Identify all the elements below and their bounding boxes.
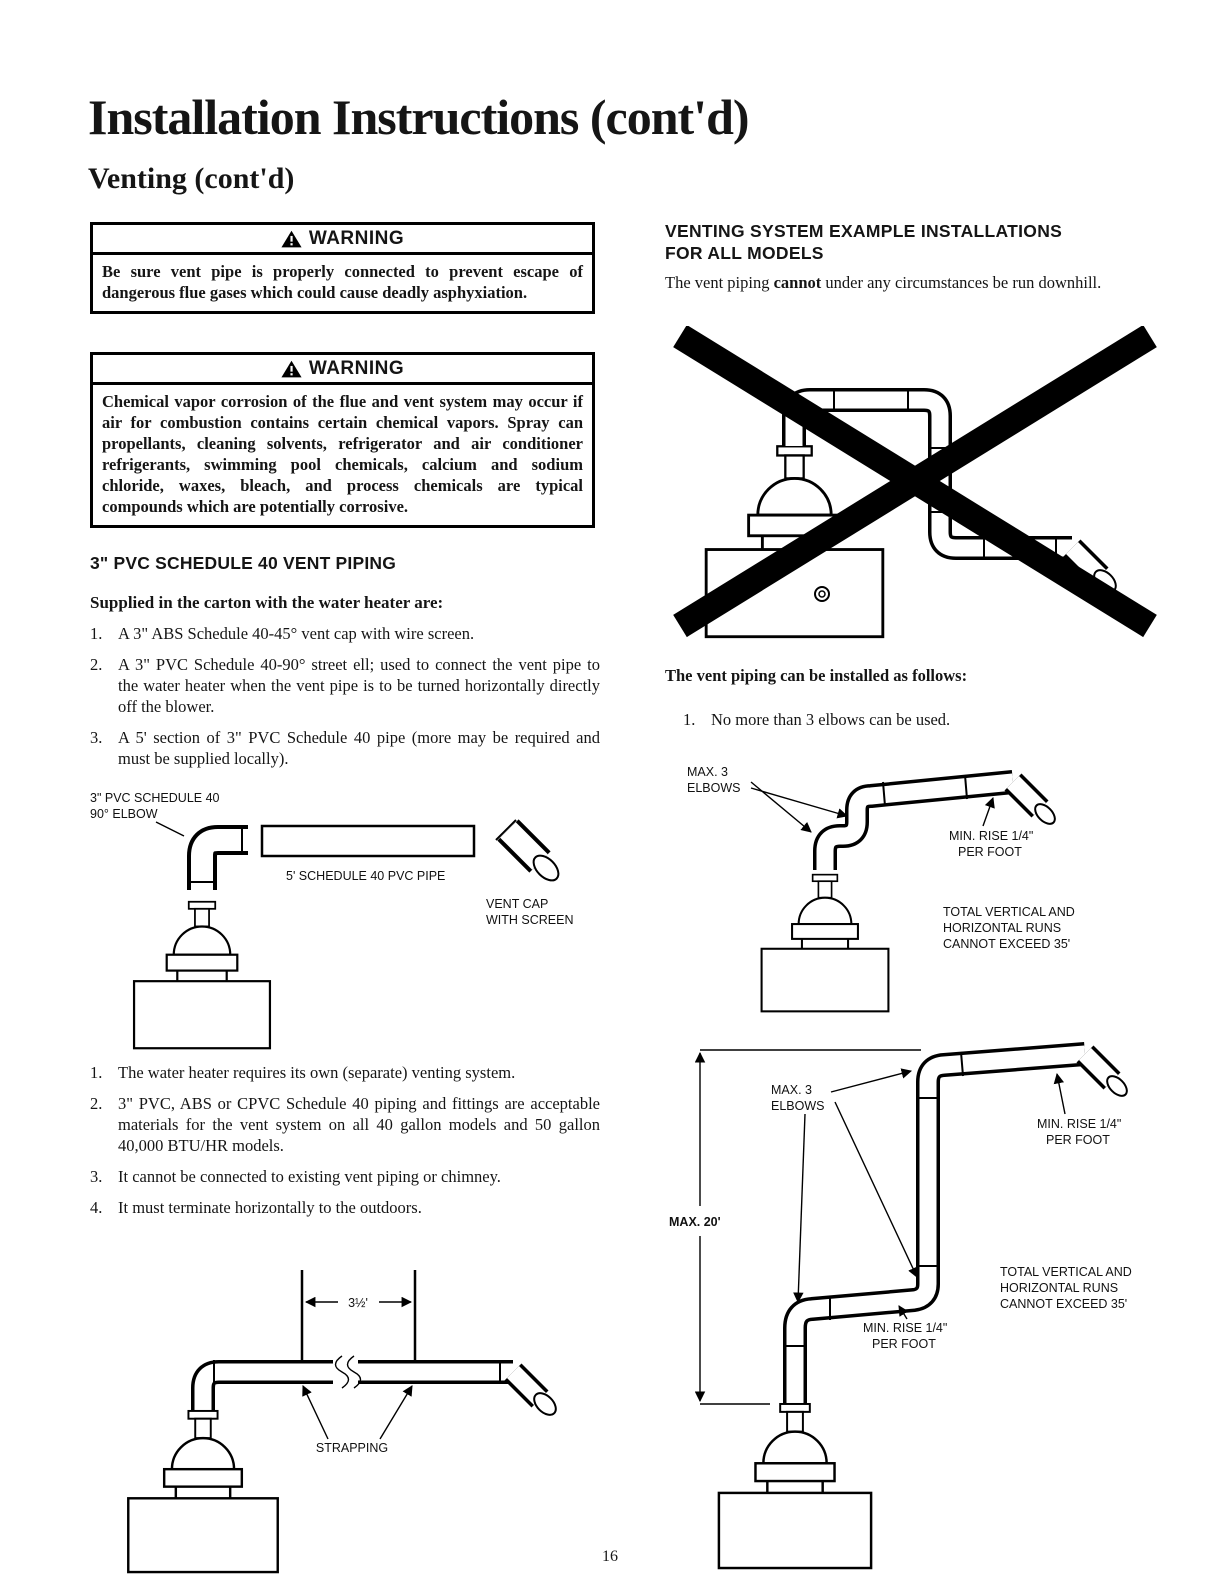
list-item	[90, 654, 600, 717]
total-runs-label: TOTAL VERTICAL AND	[1000, 1265, 1132, 1279]
leader-line	[156, 822, 184, 836]
elbow-label: 90° ELBOW	[90, 807, 158, 821]
max-elbows-label: MAX. 3	[771, 1083, 812, 1097]
leader-arrow	[751, 782, 811, 832]
leader-arrow	[835, 1102, 917, 1277]
pvc-section-heading: 3" PVC SCHEDULE 40 VENT PIPING	[90, 553, 397, 573]
leader-arrow	[983, 798, 993, 826]
warning-header	[93, 225, 592, 255]
cap-label: VENT CAP	[486, 897, 549, 911]
total-runs-label: HORIZONTAL RUNS	[1000, 1281, 1119, 1295]
water-heater-illustration	[762, 875, 889, 1012]
warning-icon	[281, 360, 302, 378]
max-elbows-label: MAX. 3	[687, 765, 728, 779]
list-number: 1.	[90, 624, 103, 643]
warning-box	[90, 222, 595, 314]
min-rise-label: PER FOOT	[958, 845, 1022, 859]
list-number: 2.	[90, 1094, 103, 1113]
water-heater-illustration	[134, 902, 270, 1048]
min-rise-bottom-label: MIN. RISE 1/4"	[863, 1321, 948, 1335]
intro-bold: cannot	[773, 273, 822, 292]
list-number: 1.	[683, 710, 696, 729]
list-item	[683, 710, 1163, 730]
list-number: 2.	[90, 655, 103, 674]
warning-icon	[281, 230, 302, 248]
list-item	[90, 1093, 600, 1156]
list-text: 3" PVC, ABS or CPVC Schedule 40 piping and fittings are acceptable materials for the vent system on all 40 gallon models and 50 gallon 40,000 BTU/HR models.	[118, 1094, 600, 1155]
list-text: A 5' section of 3" PVC Schedule 40 pipe (more may be required and must be supplied locally).	[118, 728, 600, 768]
total-runs-label: TOTAL VERTICAL AND	[943, 905, 1075, 919]
leader-arrow	[303, 1386, 328, 1439]
list-number: 4.	[90, 1198, 103, 1217]
allowed-installation-diagram-2	[665, 1036, 1165, 1573]
supplied-parts-diagram	[90, 788, 600, 1050]
page-number: 16	[602, 1548, 618, 1565]
total-runs-label: HORIZONTAL RUNS	[943, 921, 1062, 935]
strapping-diagram	[90, 1262, 620, 1580]
list-number: 3.	[90, 1167, 103, 1186]
can-install-heading: The vent piping can be installed as follows:	[665, 666, 968, 685]
intro-text: The vent piping	[665, 273, 774, 292]
max-20-label: MAX. 20'	[669, 1215, 721, 1229]
warning-text: Chemical vapor corrosion of the flue and vent system may occur if air for combustion contains certain chemical vapors. Spray can propellants, cleaning solvents, refrigerator and air conditioner refrigerants, swimming pool chemicals, calcium and sodium chloride, waxes, bleach, and process chemicals are typical compounds which are potentially corrosive.	[102, 392, 583, 516]
heading-line: VENTING SYSTEM EXAMPLE INSTALLATIONS	[665, 221, 1063, 241]
max-elbows-label: ELBOWS	[771, 1099, 825, 1113]
warning-text: Be sure vent pipe is properly connected to prevent escape of dangerous flue gases which could cause deadly asphyxiation.	[102, 262, 583, 302]
venting-rules-list	[90, 1062, 600, 1228]
prohibited-installation-diagram	[672, 326, 1172, 641]
leader-arrow	[831, 1071, 911, 1092]
leader-arrow	[380, 1386, 412, 1439]
cap-label: WITH SCREEN	[486, 913, 574, 927]
drain-valve-detail	[815, 587, 829, 601]
intro-paragraph	[665, 272, 1139, 293]
supplied-items-list	[90, 623, 600, 779]
list-text: A 3" PVC Schedule 40-90° street ell; used to connect the vent pipe to the water heater when the vent pipe is to be turned horizontally directly off the blower.	[118, 655, 600, 716]
water-heater-illustration	[719, 1404, 871, 1568]
leader-arrow	[1057, 1074, 1065, 1114]
pipe-label: 5' SCHEDULE 40 PVC PIPE	[286, 869, 446, 883]
min-rise-top-label: PER FOOT	[1046, 1133, 1110, 1147]
dimension-label: 3½'	[348, 1296, 368, 1310]
elbow-label: 3" PVC SCHEDULE 40	[90, 791, 220, 805]
total-runs-label: CANNOT EXCEED 35'	[943, 937, 1071, 951]
intro-text: under any circumstances be run downhill.	[821, 273, 1102, 292]
list-number: 3.	[90, 728, 103, 747]
straight-pipe	[262, 826, 474, 856]
list-text: The water heater requires its own (separate) venting system.	[118, 1063, 516, 1082]
list-number: 1.	[90, 1063, 103, 1082]
vent-pipe	[795, 1054, 1085, 1404]
min-rise-label: MIN. RISE 1/4"	[949, 829, 1034, 843]
section-title: Venting (cont'd)	[88, 162, 295, 195]
right-section-heading	[665, 220, 1175, 264]
warning-box	[90, 352, 595, 528]
leader-arrow	[751, 788, 847, 816]
min-rise-bottom-label: PER FOOT	[872, 1337, 936, 1351]
list-item	[90, 1197, 600, 1218]
max-elbows-label: ELBOWS	[687, 781, 741, 795]
allowed-installation-diagram-1	[665, 756, 1165, 1021]
elbow-rule-list	[683, 710, 1163, 730]
total-runs-label: CANNOT EXCEED 35'	[1000, 1297, 1128, 1311]
list-item	[90, 1166, 600, 1187]
list-text: It cannot be connected to existing vent piping or chimney.	[118, 1167, 501, 1186]
warning-header	[93, 355, 592, 385]
pipe-break-symbol	[336, 1356, 349, 1388]
list-item	[90, 727, 600, 769]
leader-arrow	[798, 1114, 805, 1302]
supplied-intro: Supplied in the carton with the water heater are:	[90, 593, 444, 612]
page-title: Installation Instructions (cont'd)	[88, 89, 749, 145]
list-item	[90, 623, 600, 644]
heading-line: FOR ALL MODELS	[665, 243, 824, 263]
strapping-label: STRAPPING	[315, 1441, 389, 1455]
warning-title: WARNING	[308, 228, 405, 249]
list-item	[90, 1062, 600, 1083]
min-rise-top-label: MIN. RISE 1/4"	[1037, 1117, 1122, 1131]
list-text: It must terminate horizontally to the outdoors.	[118, 1198, 422, 1217]
warning-title: WARNING	[308, 358, 405, 379]
list-text: A 3" ABS Schedule 40-45° vent cap with wire screen.	[118, 624, 475, 643]
list-text: No more than 3 elbows can be used.	[711, 710, 951, 729]
vent-pipe-inner	[203, 1372, 333, 1412]
